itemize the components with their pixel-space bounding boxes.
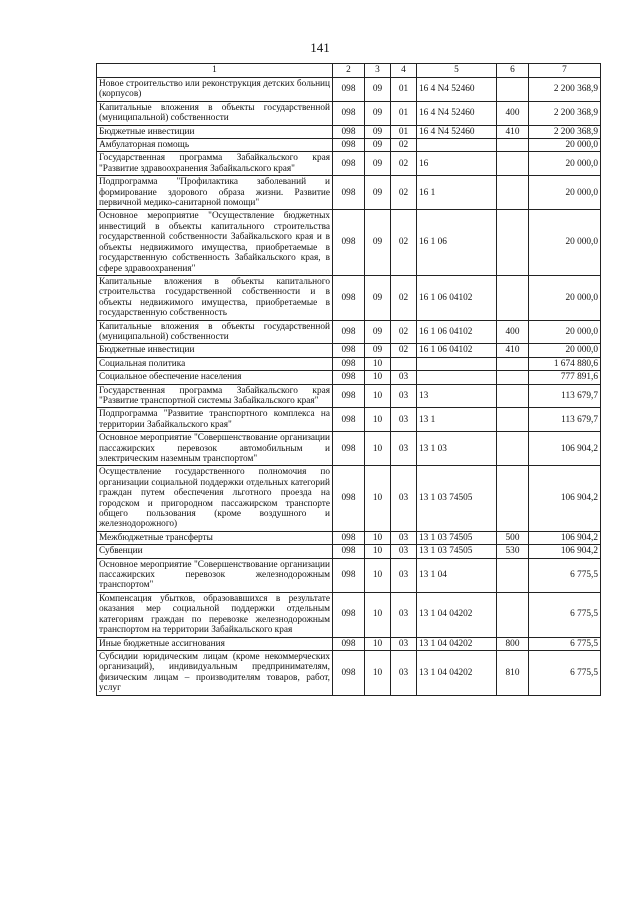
ministry-code-cell: 098 [333, 210, 365, 275]
section-code-cell: 09 [365, 152, 391, 176]
target-article-cell: 13 1 03 74505 [417, 466, 497, 531]
ministry-code-cell: 098 [333, 139, 365, 152]
table-row [97, 466, 601, 531]
target-article-cell [417, 139, 497, 152]
table-row [97, 371, 601, 384]
ministry-code-cell: 098 [333, 650, 365, 695]
subsection-code-cell: 03 [391, 558, 417, 592]
subsection-code-cell: 03 [391, 637, 417, 650]
subsection-code-cell: 03 [391, 408, 417, 432]
row-name-cell: Амбулаторная помощь [97, 139, 333, 152]
target-article-cell [417, 371, 497, 384]
budget-table [96, 63, 601, 696]
row-name-cell: Социальная политика [97, 357, 333, 370]
amount-cell: 113 679,7 [529, 408, 601, 432]
ministry-code-cell: 098 [333, 432, 365, 466]
table-row [97, 101, 601, 125]
subsection-code-cell: 01 [391, 101, 417, 125]
target-article-cell: 16 1 [417, 176, 497, 210]
table-row [97, 432, 601, 466]
target-article-cell: 13 1 [417, 408, 497, 432]
section-code-cell: 10 [365, 432, 391, 466]
subsection-code-cell: 03 [391, 466, 417, 531]
section-code-cell: 10 [365, 466, 391, 531]
ministry-code-cell: 098 [333, 558, 365, 592]
ministry-code-cell: 098 [333, 466, 365, 531]
table-row [97, 344, 601, 357]
expense-type-cell [497, 357, 529, 370]
target-article-cell: 13 1 04 04202 [417, 650, 497, 695]
amount-cell: 20 000,0 [529, 275, 601, 320]
row-name-cell: Бюджетные инвестиции [97, 125, 333, 138]
amount-cell: 20 000,0 [529, 210, 601, 275]
target-article-cell: 13 1 04 04202 [417, 592, 497, 637]
ministry-code-cell: 098 [333, 592, 365, 637]
subsection-code-cell: 03 [391, 592, 417, 637]
row-name-cell: Капитальные вложения в объекты государственной (муниципальной) собственности [97, 320, 333, 344]
target-article-cell: 16 1 06 04102 [417, 320, 497, 344]
amount-cell: 1 674 880,6 [529, 357, 601, 370]
expense-type-cell [497, 408, 529, 432]
amount-cell: 6 775,5 [529, 637, 601, 650]
expense-type-cell [497, 176, 529, 210]
amount-cell: 2 200 368,9 [529, 78, 601, 102]
subsection-code-cell: 02 [391, 344, 417, 357]
subsection-code-cell: 02 [391, 320, 417, 344]
subsection-code-cell: 02 [391, 275, 417, 320]
ministry-code-cell: 098 [333, 637, 365, 650]
table-row [97, 545, 601, 558]
expense-type-cell [497, 432, 529, 466]
table-row [97, 357, 601, 370]
ministry-code-cell: 098 [333, 320, 365, 344]
section-code-cell: 09 [365, 176, 391, 210]
ministry-code-cell: 098 [333, 371, 365, 384]
section-code-cell: 09 [365, 101, 391, 125]
row-name-cell: Государственная программа Забайкальского края "Развитие здравоохранения Забайкальского края" [97, 152, 333, 176]
target-article-cell: 16 4 N4 52460 [417, 125, 497, 138]
section-code-cell: 09 [365, 125, 391, 138]
ministry-code-cell: 098 [333, 408, 365, 432]
table-row [97, 210, 601, 275]
expense-type-cell [497, 139, 529, 152]
expense-type-cell: 410 [497, 344, 529, 357]
section-code-cell: 10 [365, 592, 391, 637]
section-code-cell: 10 [365, 531, 391, 544]
ministry-code-cell: 098 [333, 101, 365, 125]
amount-cell: 20 000,0 [529, 139, 601, 152]
subsection-code-cell: 03 [391, 531, 417, 544]
ministry-code-cell: 098 [333, 78, 365, 102]
amount-cell: 106 904,2 [529, 545, 601, 558]
table-row [97, 125, 601, 138]
amount-cell: 106 904,2 [529, 531, 601, 544]
row-name-cell: Капитальные вложения в объекты капитального строительства государственной собственности и в объекты недвижимого имущества, приобретаемые в государственную собственность [97, 275, 333, 320]
table-header [97, 64, 601, 78]
amount-cell: 6 775,5 [529, 592, 601, 637]
expense-type-cell [497, 371, 529, 384]
row-name-cell: Подпрограмма "Профилактика заболеваний и формирование здорового образа жизни. Развитие первичной медико-санитарной помощи" [97, 176, 333, 210]
target-article-cell [417, 357, 497, 370]
expense-type-cell: 530 [497, 545, 529, 558]
ministry-code-cell: 098 [333, 545, 365, 558]
amount-cell: 20 000,0 [529, 320, 601, 344]
expense-type-cell [497, 275, 529, 320]
table-row [97, 408, 601, 432]
section-code-cell: 09 [365, 210, 391, 275]
subsection-code-cell: 03 [391, 545, 417, 558]
section-code-cell: 10 [365, 558, 391, 592]
expense-type-cell: 810 [497, 650, 529, 695]
row-name-cell: Субсидии юридическим лицам (кроме некоммерческих организаций), индивидуальным предпринимателям, физическим лицам – производителям товаров, работ, услуг [97, 650, 333, 695]
expense-type-cell: 400 [497, 320, 529, 344]
section-code-cell: 09 [365, 78, 391, 102]
subsection-code-cell: 02 [391, 176, 417, 210]
target-article-cell: 13 1 03 74505 [417, 531, 497, 544]
amount-cell: 106 904,2 [529, 466, 601, 531]
target-article-cell: 16 [417, 152, 497, 176]
row-name-cell: Социальное обеспечение населения [97, 371, 333, 384]
section-code-cell: 10 [365, 637, 391, 650]
table-row [97, 78, 601, 102]
target-article-cell: 13 1 04 04202 [417, 637, 497, 650]
target-article-cell: 16 4 N4 52460 [417, 78, 497, 102]
row-name-cell: Бюджетные инвестиции [97, 344, 333, 357]
ministry-code-cell: 098 [333, 531, 365, 544]
expense-type-cell: 800 [497, 637, 529, 650]
section-code-cell: 10 [365, 357, 391, 370]
expense-type-cell [497, 152, 529, 176]
section-code-cell: 10 [365, 545, 391, 558]
amount-cell: 106 904,2 [529, 432, 601, 466]
expense-type-cell [497, 592, 529, 637]
column-header: 5 [417, 64, 497, 78]
table-row [97, 320, 601, 344]
column-header: 1 [97, 64, 333, 78]
table-row [97, 531, 601, 544]
section-code-cell: 09 [365, 275, 391, 320]
ministry-code-cell: 098 [333, 152, 365, 176]
ministry-code-cell: 098 [333, 357, 365, 370]
expense-type-cell [497, 466, 529, 531]
subsection-code-cell: 01 [391, 125, 417, 138]
table-row [97, 275, 601, 320]
table-row [97, 650, 601, 695]
subsection-code-cell: 03 [391, 432, 417, 466]
amount-cell: 6 775,5 [529, 650, 601, 695]
row-name-cell: Иные бюджетные ассигнования [97, 637, 333, 650]
section-code-cell: 09 [365, 344, 391, 357]
column-header: 4 [391, 64, 417, 78]
section-code-cell: 10 [365, 371, 391, 384]
page-number: 141 [310, 40, 330, 55]
column-header: 7 [529, 64, 601, 78]
table-body [97, 78, 601, 696]
section-code-cell: 10 [365, 408, 391, 432]
section-code-cell: 10 [365, 384, 391, 408]
subsection-code-cell: 03 [391, 650, 417, 695]
target-article-cell: 16 1 06 04102 [417, 275, 497, 320]
row-name-cell: Основное мероприятие "Совершенствование организации пассажирских перевозок железнодорожным транспортом" [97, 558, 333, 592]
amount-cell: 20 000,0 [529, 176, 601, 210]
subsection-code-cell: 02 [391, 210, 417, 275]
column-header: 3 [365, 64, 391, 78]
row-name-cell: Основное мероприятие "Осуществление бюджетных инвестиций в объекты капитального строительства государственной собственности Забайкальского края и в объекты недвижимого имущества, приобретаемые в государственную собственность Забайкальского края, в сфере здравоохранения" [97, 210, 333, 275]
subsection-code-cell: 03 [391, 384, 417, 408]
table-row [97, 152, 601, 176]
amount-cell: 2 200 368,9 [529, 101, 601, 125]
expense-type-cell: 500 [497, 531, 529, 544]
target-article-cell: 13 1 04 [417, 558, 497, 592]
target-article-cell: 16 1 06 [417, 210, 497, 275]
ministry-code-cell: 098 [333, 384, 365, 408]
row-name-cell: Капитальные вложения в объекты государственной (муниципальной) собственности [97, 101, 333, 125]
ministry-code-cell: 098 [333, 344, 365, 357]
target-article-cell: 13 1 03 [417, 432, 497, 466]
expense-type-cell [497, 78, 529, 102]
row-name-cell: Субвенции [97, 545, 333, 558]
row-name-cell: Компенсация убытков, образовавшихся в результате оказания мер социальной поддержки отдельным категориям граждан по перевозке железнодорожным транспортом на территории Забайкальского края [97, 592, 333, 637]
header-row [97, 64, 601, 78]
table-row [97, 139, 601, 152]
expense-type-cell [497, 384, 529, 408]
amount-cell: 777 891,6 [529, 371, 601, 384]
section-code-cell: 09 [365, 320, 391, 344]
table-row [97, 592, 601, 637]
row-name-cell: Осуществление государственного полномочия по организации социальной поддержки отдельных категорий граждан путем обеспечения льготного проезда на городском и пригородном пассажирском транспорте общего пользования (кроме воздушного и железнодорожного) [97, 466, 333, 531]
section-code-cell: 10 [365, 650, 391, 695]
table-row [97, 384, 601, 408]
expense-type-cell: 400 [497, 101, 529, 125]
column-header: 6 [497, 64, 529, 78]
row-name-cell: Новое строительство или реконструкция детских больниц (корпусов) [97, 78, 333, 102]
row-name-cell: Государственная программа Забайкальского края "Развитие транспортной системы Забайкальского края" [97, 384, 333, 408]
amount-cell: 20 000,0 [529, 152, 601, 176]
subsection-code-cell [391, 357, 417, 370]
table-row [97, 558, 601, 592]
subsection-code-cell: 01 [391, 78, 417, 102]
subsection-code-cell: 02 [391, 152, 417, 176]
target-article-cell: 13 [417, 384, 497, 408]
row-name-cell: Основное мероприятие "Совершенствование организации пассажирских перевозок автомобильным и электрическим наземным транспортом" [97, 432, 333, 466]
target-article-cell: 16 4 N4 52460 [417, 101, 497, 125]
table-row [97, 176, 601, 210]
row-name-cell: Межбюджетные трансферты [97, 531, 333, 544]
section-code-cell: 09 [365, 139, 391, 152]
expense-type-cell [497, 558, 529, 592]
expense-type-cell: 410 [497, 125, 529, 138]
expense-type-cell [497, 210, 529, 275]
subsection-code-cell: 03 [391, 371, 417, 384]
target-article-cell: 16 1 06 04102 [417, 344, 497, 357]
column-header: 2 [333, 64, 365, 78]
ministry-code-cell: 098 [333, 176, 365, 210]
amount-cell: 113 679,7 [529, 384, 601, 408]
amount-cell: 6 775,5 [529, 558, 601, 592]
amount-cell: 2 200 368,9 [529, 125, 601, 138]
row-name-cell: Подпрограмма "Развитие транспортного комплекса на территории Забайкальского края" [97, 408, 333, 432]
subsection-code-cell: 02 [391, 139, 417, 152]
amount-cell: 20 000,0 [529, 344, 601, 357]
table-row [97, 637, 601, 650]
ministry-code-cell: 098 [333, 275, 365, 320]
ministry-code-cell: 098 [333, 125, 365, 138]
target-article-cell: 13 1 03 74505 [417, 545, 497, 558]
